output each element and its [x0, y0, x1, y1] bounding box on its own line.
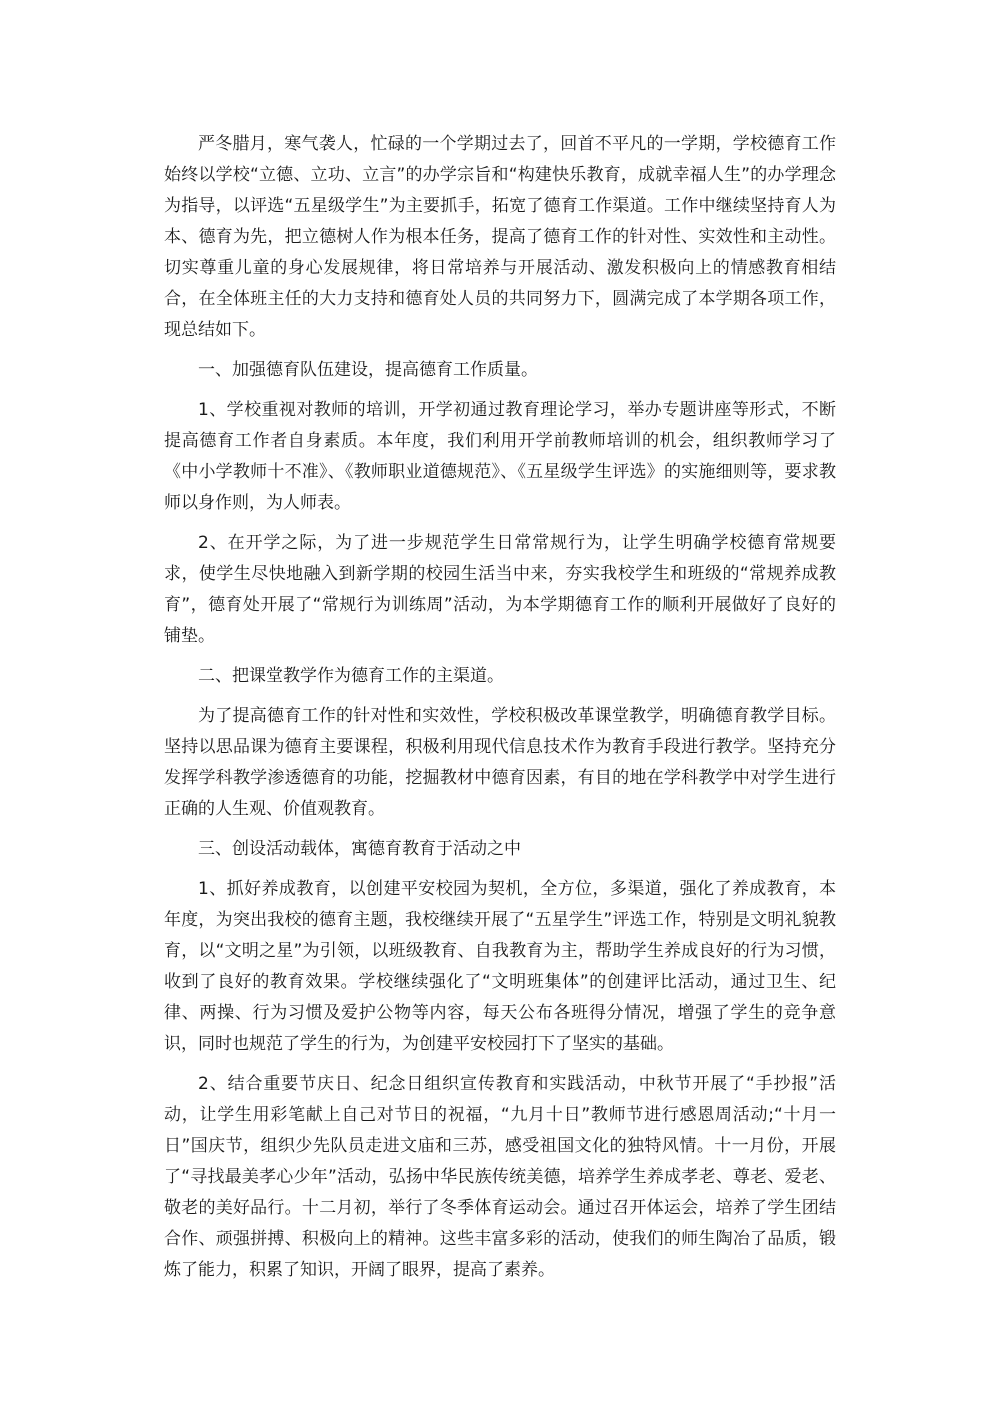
section-3-item-2-paragraph: 2、结合重要节庆日、纪念日组织宣传教育和实践活动，中秋节开展了“手抄报”活动，让学生用彩笔献上自己对节日的祝福，“九月十日”教师节进行感恩周活动;“十月一日”国庆节，组织少先队员走进文庙和三苏，感受祖国文化的独特风情。十一月份，开展了“寻找最美孝心少年”活动，弘扬中华民族传统美德，培养学生养成孝老、尊老、爱老、敬老的美好品行。十二月初，举行了冬季体育运动会。通过召开体运会，培养了学生团结合作、顽强拼搏、积极向上的精神。这些丰富多彩的活动，使我们的师生陶冶了品质，锻炼了能力，积累了知识，开阔了眼界，提高了素养。 — [164, 1074, 836, 1280]
section-3-heading: 三、创设活动载体，寓德育教育于活动之中 — [198, 839, 521, 859]
section-3-item-1-paragraph: 1、抓好养成教育，以创建平安校园为契机，全方位，多渠道，强化了养成教育，本年度，为突出我校的德育主题，我校继续开展了“五星学生”评选工作，特别是文明礼貌教育，以“文明之星”为引领，以班级教育、自我教育为主，帮助学生养成良好的行为习惯，收到了良好的教育效果。学校继续强化了“文明班集体”的创建评比活动，通过卫生、纪律、两操、行为习惯及爱护公物等内容，每天公布各班得分情况，增强了学生的竞争意识，同时也规范了学生的行为，为创建平安校园打下了坚实的基础。 — [164, 879, 836, 1054]
section-2-body-paragraph: 为了提高德育工作的针对性和实效性，学校积极改革课堂教学，明确德育教学目标。坚持以思品课为德育主要课程，积极利用现代信息技术作为教育手段进行教学。坚持充分发挥学科教学渗透德育的功能，挖掘教材中德育因素，有目的地在学科教学中对学生进行正确的人生观、价值观教育。 — [164, 706, 836, 819]
section-2-heading: 二、把课堂教学作为德育工作的主渠道。 — [198, 666, 504, 686]
intro-paragraph: 严冬腊月，寒气袭人，忙碌的一个学期过去了，回首不平凡的一学期，学校德育工作始终以学校“立德、立功、立言”的办学宗旨和“构建快乐教育，成就幸福人生”的办学理念为指导，以评选“五星级学生”为主要抓手，拓宽了德育工作渠道。工作中继续坚持育人为本、德育为先，把立德树人作为根本任务，提高了德育工作的针对性、实效性和主动性。切实尊重儿童的身心发展规律，将日常培养与开展活动、激发积极向上的情感教育相结合，在全体班主任的大力支持和德育处人员的共同努力下，圆满完成了本学期各项工作，现总结如下。 — [164, 134, 836, 340]
section-1-item-1-paragraph: 1、学校重视对教师的培训，开学初通过教育理论学习，举办专题讲座等形式，不断提高德育工作者自身素质。本年度，我们利用开学前教师培训的机会，组织教师学习了《中小学教师十不准》、《教师职业道德规范》、《五星级学生评选》的实施细则等，要求教师以身作则，为人师表。 — [164, 400, 836, 513]
section-1-heading: 一、加强德育队伍建设，提高德育工作质量。 — [198, 360, 538, 380]
section-1-item-2-paragraph: 2、在开学之际，为了进一步规范学生日常常规行为，让学生明确学校德育常规要求，使学生尽快地融入到新学期的校园生活当中来，夯实我校学生和班级的“常规养成教育”，德育处开展了“常规行为训练周”活动，为本学期德育工作的顺利开展做好了良好的铺垫。 — [164, 533, 836, 646]
